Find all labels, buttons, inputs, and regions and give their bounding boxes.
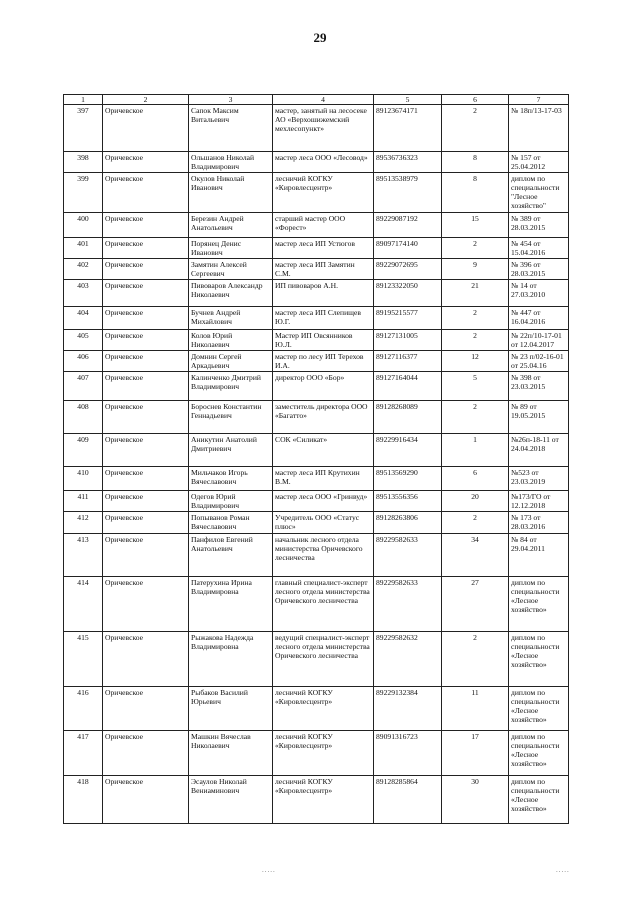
count-cell: 2	[442, 401, 509, 434]
position-cell: заместитель директора ООО «Багатто»	[273, 401, 374, 434]
name-cell: Мильчаков Игорь Вячеславович	[189, 467, 273, 491]
district-cell: Оричевское	[103, 372, 189, 401]
phone-cell: 89229132384	[374, 687, 442, 731]
row-number: 404	[64, 307, 103, 330]
name-cell: Окулов Николай Иванович	[189, 173, 273, 213]
row-number: 417	[64, 731, 103, 776]
position-cell: Мастер ИП Овсянников Ю.Л.	[273, 330, 374, 351]
name-cell: Попыванов Роман Вячеславович	[189, 512, 273, 534]
table-row	[64, 330, 569, 351]
table-row	[64, 307, 569, 330]
document-cell: №173/ГО от 12.12.2018	[509, 491, 569, 512]
document-cell: диплом по специальности "Лесное хозяйство"	[509, 173, 569, 213]
position-cell: главный специалист-эксперт лесного отдела министерства Оричевского лесничества	[273, 577, 374, 632]
position-cell: СОК «Силикат»	[273, 434, 374, 467]
district-cell: Оричевское	[103, 434, 189, 467]
count-cell: 8	[442, 152, 509, 173]
phone-cell: 89091316723	[374, 731, 442, 776]
count-cell: 21	[442, 280, 509, 307]
name-cell: Колов Юрий Николаевич	[189, 330, 273, 351]
name-cell: Эсаулов Николай Вениаминович	[189, 776, 273, 824]
count-cell: 15	[442, 213, 509, 238]
district-cell: Оричевское	[103, 534, 189, 577]
row-number: 398	[64, 152, 103, 173]
col-header-1: 1	[64, 95, 103, 105]
count-cell: 12	[442, 351, 509, 372]
row-number: 415	[64, 632, 103, 687]
district-cell: Оричевское	[103, 259, 189, 280]
name-cell: Березин Андрей Анатольевич	[189, 213, 273, 238]
district-cell: Оричевское	[103, 687, 189, 731]
district-cell: Оричевское	[103, 280, 189, 307]
document-cell: №26п-18-11 от 24.04.2018	[509, 434, 569, 467]
registry-table	[63, 94, 569, 824]
col-header-7: 7	[509, 95, 569, 105]
phone-cell: 89229916434	[374, 434, 442, 467]
table-row	[64, 238, 569, 259]
row-number: 418	[64, 776, 103, 824]
scan-mark: .....	[556, 866, 570, 874]
position-cell: начальник лесного отдела министерства Оричевского лесничества	[273, 534, 374, 577]
table-row	[64, 213, 569, 238]
count-cell: 2	[442, 238, 509, 259]
row-number: 412	[64, 512, 103, 534]
scan-mark: .....	[262, 866, 276, 874]
table-row	[64, 351, 569, 372]
phone-cell: 89123674171	[374, 105, 442, 152]
table-row	[64, 467, 569, 491]
district-cell: Оричевское	[103, 330, 189, 351]
phone-cell: 89128263806	[374, 512, 442, 534]
position-cell: лесничий КОГКУ «Кировлесцентр»	[273, 731, 374, 776]
table-row	[64, 512, 569, 534]
count-cell: 1	[442, 434, 509, 467]
position-cell: лесничий КОГКУ «Кировлесцентр»	[273, 687, 374, 731]
district-cell: Оричевское	[103, 401, 189, 434]
document-cell: диплом по специальности «Лесное хозяйство»	[509, 776, 569, 824]
position-cell: мастер леса ИП Замятин С.М.	[273, 259, 374, 280]
district-cell: Оричевское	[103, 512, 189, 534]
count-cell: 2	[442, 307, 509, 330]
district-cell: Оричевское	[103, 105, 189, 152]
name-cell: Замятин Алексей Сергеевич	[189, 259, 273, 280]
phone-cell: 89229582633	[374, 577, 442, 632]
table-row	[64, 491, 569, 512]
table-row	[64, 434, 569, 467]
phone-cell: 89536736323	[374, 152, 442, 173]
district-cell: Оричевское	[103, 173, 189, 213]
row-number: 400	[64, 213, 103, 238]
count-cell: 2	[442, 105, 509, 152]
position-cell: лесничий КОГКУ «Кировлесцентр»	[273, 173, 374, 213]
col-header-6: 6	[442, 95, 509, 105]
col-header-5: 5	[374, 95, 442, 105]
count-cell: 2	[442, 632, 509, 687]
row-number: 410	[64, 467, 103, 491]
district-cell: Оричевское	[103, 213, 189, 238]
table-row	[64, 280, 569, 307]
row-number: 414	[64, 577, 103, 632]
name-cell: Аникутин Анатолий Дмитриевич	[189, 434, 273, 467]
table-row	[64, 372, 569, 401]
col-header-4: 4	[273, 95, 374, 105]
document-cell: № 14 от 27.03.2010	[509, 280, 569, 307]
count-cell: 30	[442, 776, 509, 824]
table-row	[64, 577, 569, 632]
row-number: 411	[64, 491, 103, 512]
district-cell: Оричевское	[103, 467, 189, 491]
count-cell: 2	[442, 512, 509, 534]
table-row	[64, 534, 569, 577]
name-cell: Патерухина Ирина Владимировна	[189, 577, 273, 632]
document-cell: диплом по специальности «Лесное хозяйство»	[509, 632, 569, 687]
document-cell: № 18п/13-17-03	[509, 105, 569, 152]
name-cell: Панфилов Евгений Анатольевич	[189, 534, 273, 577]
count-cell: 2	[442, 330, 509, 351]
name-cell: Порянец Денис Иванович	[189, 238, 273, 259]
document-cell: № 22п/10-17-01 от 12.04.2017	[509, 330, 569, 351]
document-cell: № 157 от 25.04.2012	[509, 152, 569, 173]
table-row	[64, 731, 569, 776]
name-cell: Бороснев Константин Геннадьевич	[189, 401, 273, 434]
name-cell: Пивоваров Александр Николаевич	[189, 280, 273, 307]
name-cell: Сапок Максим Витальевич	[189, 105, 273, 152]
document-cell: № 447 от 16.04.2016	[509, 307, 569, 330]
document-cell: диплом по специальности «Лесное хозяйство»	[509, 731, 569, 776]
name-cell: Машкин Вячеслав Николаевич	[189, 731, 273, 776]
phone-cell: 89229582632	[374, 632, 442, 687]
position-cell: мастер леса ООО «Лесовод»	[273, 152, 374, 173]
table-row	[64, 173, 569, 213]
table-row	[64, 687, 569, 731]
count-cell: 11	[442, 687, 509, 731]
position-cell: мастер, занятый на лесосеке АО «Верхошижемский мехлесопункт»	[273, 105, 374, 152]
table-row	[64, 632, 569, 687]
count-cell: 9	[442, 259, 509, 280]
position-cell: мастер леса ИП Слепищев Ю.Г.	[273, 307, 374, 330]
position-cell: мастер по лесу ИП Терехов И.А.	[273, 351, 374, 372]
position-cell: мастер леса ИП Устюгов	[273, 238, 374, 259]
name-cell: Бучнев Андрей Михайлович	[189, 307, 273, 330]
count-cell: 34	[442, 534, 509, 577]
district-cell: Оричевское	[103, 632, 189, 687]
count-cell: 17	[442, 731, 509, 776]
row-number: 401	[64, 238, 103, 259]
district-cell: Оричевское	[103, 152, 189, 173]
row-number: 403	[64, 280, 103, 307]
document-cell: № 398 от 23.03.2015	[509, 372, 569, 401]
page-number: 29	[313, 30, 327, 45]
document-cell: № 89 от 19.05.2015	[509, 401, 569, 434]
name-cell: Рыжакова Надежда Владимировна	[189, 632, 273, 687]
position-cell: директор ООО «Бор»	[273, 372, 374, 401]
table-body	[64, 105, 569, 824]
district-cell: Оричевское	[103, 351, 189, 372]
phone-cell: 89127116377	[374, 351, 442, 372]
row-number: 399	[64, 173, 103, 213]
position-cell: мастер леса ООО «Гринвуд»	[273, 491, 374, 512]
col-header-2: 2	[103, 95, 189, 105]
document-cell: диплом по специальности «Лесное хозяйство»	[509, 687, 569, 731]
phone-cell: 89229582633	[374, 534, 442, 577]
phone-cell: 89127164044	[374, 372, 442, 401]
document-cell: № 396 от 28.03.2015	[509, 259, 569, 280]
phone-cell: 89128285864	[374, 776, 442, 824]
name-cell: Рыбаков Василий Юрьевич	[189, 687, 273, 731]
document-cell: диплом по специальности «Лесное хозяйство»	[509, 577, 569, 632]
table-row	[64, 259, 569, 280]
name-cell: Домнин Сергей Аркадьевич	[189, 351, 273, 372]
document-cell: № 23 п/02-16-01 от 25.04.16	[509, 351, 569, 372]
name-cell: Ольшанов Николай Владимирович	[189, 152, 273, 173]
phone-cell: 89097174140	[374, 238, 442, 259]
phone-cell: 89229072695	[374, 259, 442, 280]
row-number: 397	[64, 105, 103, 152]
count-cell: 27	[442, 577, 509, 632]
position-cell: старший мастер ООО «Форест»	[273, 213, 374, 238]
phone-cell: 89127131005	[374, 330, 442, 351]
row-number: 413	[64, 534, 103, 577]
header-row	[64, 95, 569, 105]
table-row	[64, 105, 569, 152]
document-cell: № 173 от 28.03.2016	[509, 512, 569, 534]
district-cell: Оричевское	[103, 731, 189, 776]
table-row	[64, 152, 569, 173]
position-cell: ИП пивоваров А.Н.	[273, 280, 374, 307]
phone-cell: 89513538979	[374, 173, 442, 213]
count-cell: 20	[442, 491, 509, 512]
position-cell: ведущий специалист-эксперт лесного отдела министерства Оричевского лесничества	[273, 632, 374, 687]
row-number: 405	[64, 330, 103, 351]
count-cell: 8	[442, 173, 509, 213]
row-number: 408	[64, 401, 103, 434]
phone-cell: 89128268089	[374, 401, 442, 434]
col-header-3: 3	[189, 95, 273, 105]
row-number: 407	[64, 372, 103, 401]
row-number: 409	[64, 434, 103, 467]
position-cell: Учредитель ООО «Статус плюс»	[273, 512, 374, 534]
table-row	[64, 401, 569, 434]
row-number: 402	[64, 259, 103, 280]
district-cell: Оричевское	[103, 491, 189, 512]
name-cell: Одегов Юрий Владимирович	[189, 491, 273, 512]
document-cell: № 454 от 15.04.2016	[509, 238, 569, 259]
position-cell: мастер леса ИП Крутихин В.М.	[273, 467, 374, 491]
phone-cell: 89195215577	[374, 307, 442, 330]
phone-cell: 89513556356	[374, 491, 442, 512]
count-cell: 6	[442, 467, 509, 491]
district-cell: Оричевское	[103, 238, 189, 259]
row-number: 406	[64, 351, 103, 372]
count-cell: 5	[442, 372, 509, 401]
document-cell: № 84 от 29.04.2011	[509, 534, 569, 577]
phone-cell: 89123322050	[374, 280, 442, 307]
phone-cell: 89513569290	[374, 467, 442, 491]
position-cell: лесничий КОГКУ «Кировлесцентр»	[273, 776, 374, 824]
district-cell: Оричевское	[103, 776, 189, 824]
phone-cell: 89229087192	[374, 213, 442, 238]
district-cell: Оричевское	[103, 577, 189, 632]
document-cell: №523 от 23.03.2019	[509, 467, 569, 491]
document-cell: № 389 от 28.03.2015	[509, 213, 569, 238]
name-cell: Калинченко Дмитрий Владимирович	[189, 372, 273, 401]
table-row	[64, 776, 569, 824]
row-number: 416	[64, 687, 103, 731]
district-cell: Оричевское	[103, 307, 189, 330]
